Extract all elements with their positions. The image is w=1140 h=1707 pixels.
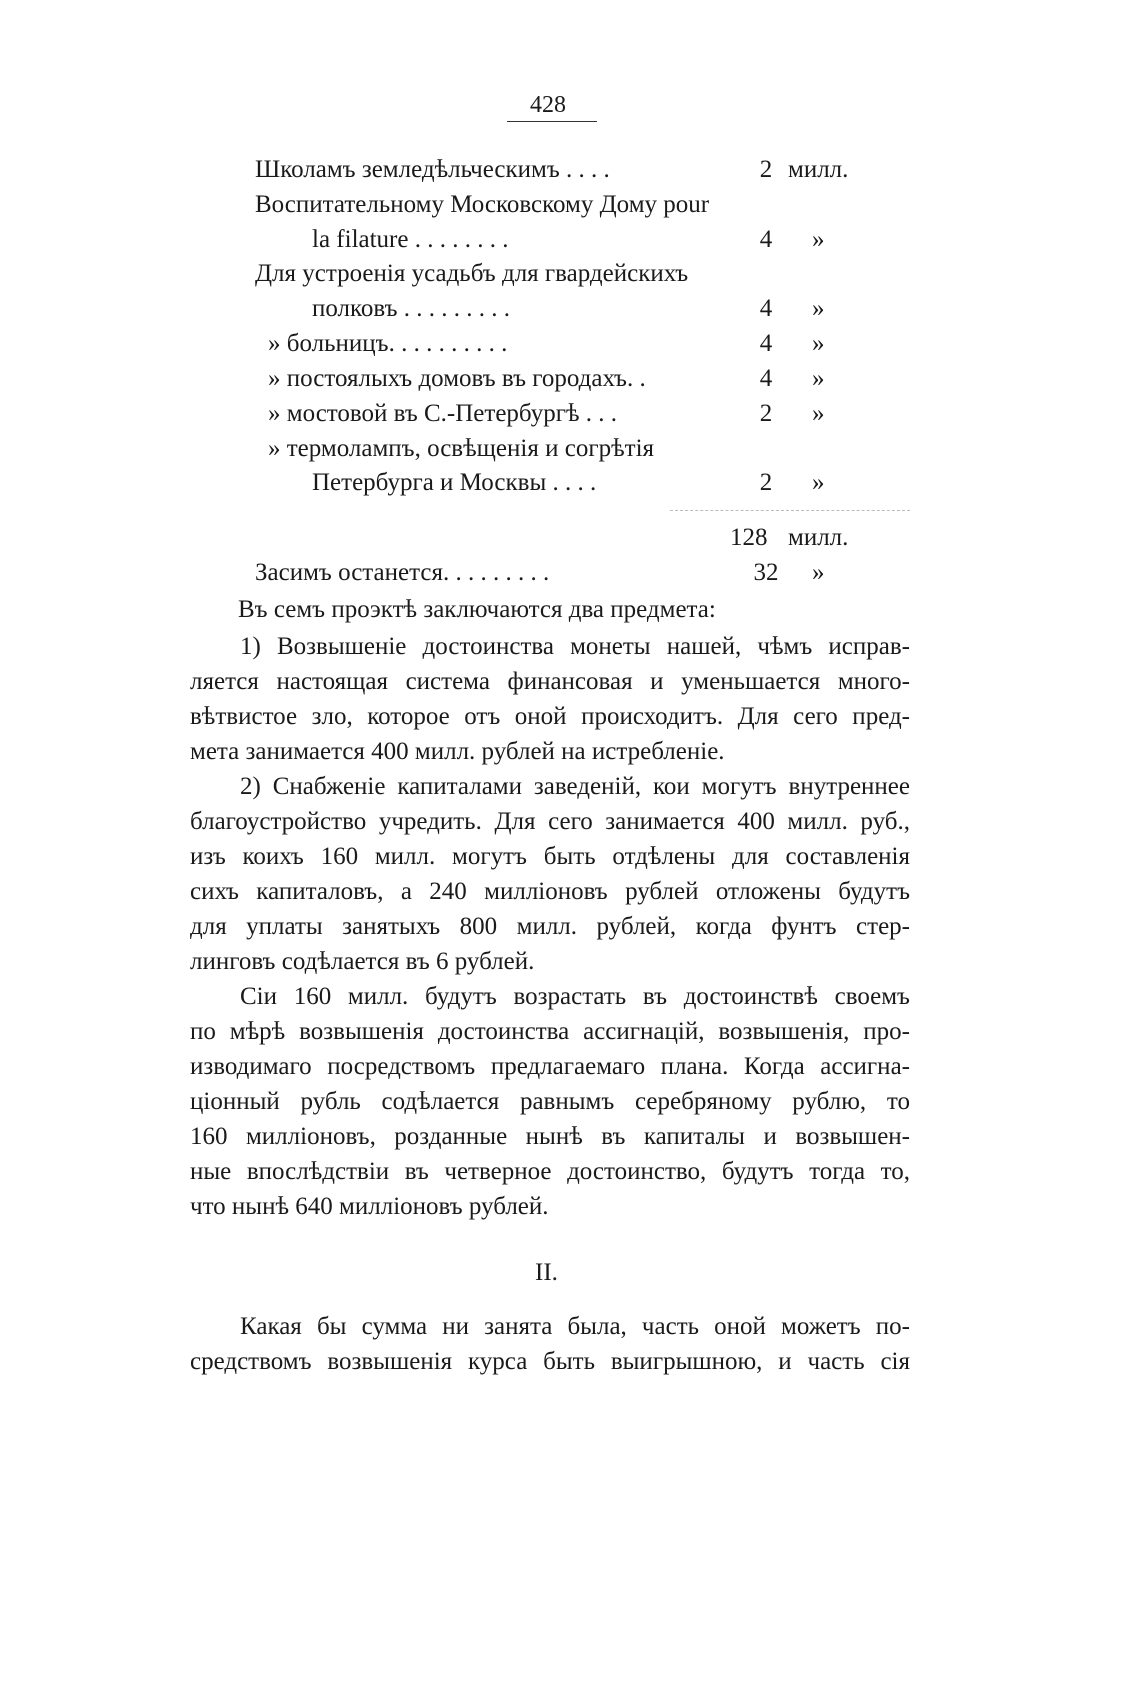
table-row-amount: 4 bbox=[759, 365, 773, 392]
remainder-amount: 32 bbox=[753, 559, 779, 586]
para1-line: мета занимается 400 милл. рублей на истребленіе. bbox=[190, 738, 725, 765]
para3-line: изводимаго посредствомъ предлагаемаго плана. Когда ассигна- bbox=[190, 1053, 910, 1080]
table-row-label: Петербурга и Москвы . . . . bbox=[312, 469, 597, 496]
table-row-amount: 2 bbox=[759, 156, 773, 183]
total-amount: 128 bbox=[730, 524, 768, 551]
para3-line: 160 милліоновъ, розданные нынѣ въ капиталы и возвышен- bbox=[190, 1123, 910, 1150]
table-row-label: » постоялыхъ домовъ въ городахъ. . bbox=[268, 365, 646, 392]
table-row-amount: 2 bbox=[759, 400, 773, 427]
para2-line: изъ коихъ 160 милл. могутъ быть отдѣлены для составленія bbox=[190, 843, 910, 870]
para2-line: линговъ содѣлается въ 6 рублей. bbox=[190, 948, 535, 975]
header-rule bbox=[507, 121, 597, 122]
table-row-amount: 2 bbox=[759, 469, 773, 496]
para3-line: Сіи 160 милл. будутъ возрастать въ достоинствѣ своемъ bbox=[240, 983, 910, 1010]
para3-line: что нынѣ 640 милліоновъ рублей. bbox=[190, 1193, 549, 1220]
para1-line: ляется настоящая система финансовая и уменьшается много- bbox=[190, 668, 910, 695]
para2-line: для уплаты занятыхъ 800 милл. рублей, когда фунтъ стер- bbox=[190, 913, 910, 940]
table-row-label: » мостовой въ С.-Петербургѣ . . . bbox=[268, 400, 618, 427]
table-row-unit: » bbox=[812, 400, 825, 427]
total-unit: милл. bbox=[788, 524, 849, 551]
table-row-label: Для устроенія усадьбъ для гвардейскихъ bbox=[255, 260, 689, 287]
table-row-unit: » bbox=[812, 330, 825, 357]
para2-line: сихъ капиталовъ, а 240 милліоновъ рублей отложены будутъ bbox=[190, 878, 910, 905]
table-row-unit: » bbox=[812, 295, 825, 322]
remainder-unit: » bbox=[812, 559, 825, 586]
para1-line: вѣтвистое зло, которое отъ оной происходитъ. Для сего пред- bbox=[190, 703, 910, 730]
para1-line: 1) Возвышеніе достоинства монеты нашей, чѣмъ исправ- bbox=[240, 633, 910, 660]
table-row-amount: 4 bbox=[759, 295, 773, 322]
table-row-unit: » bbox=[812, 365, 825, 392]
sum-separator bbox=[670, 510, 910, 511]
remainder-label: Засимъ останется. . . . . . . . . bbox=[255, 559, 550, 586]
table-row-label: la filature . . . . . . . . bbox=[312, 226, 509, 253]
table-row-label: Воспитательному Московскому Дому pour bbox=[255, 191, 710, 218]
page-number: 428 bbox=[530, 92, 566, 118]
intro-line: Въ семъ проэктѣ заключаются два предмета: bbox=[238, 596, 716, 623]
para4-line: Какая бы сумма ни занята была, часть оной можетъ по- bbox=[240, 1313, 910, 1340]
table-row-label: полковъ . . . . . . . . . bbox=[312, 295, 511, 322]
table-row-unit: » bbox=[812, 226, 825, 253]
table-row-amount: 4 bbox=[759, 330, 773, 357]
para3-line: ные впослѣдствіи въ четверное достоинство, будутъ тогда то, bbox=[190, 1158, 910, 1185]
table-row-amount: 4 bbox=[759, 226, 773, 253]
para3-line: по мѣрѣ возвышенія достоинства ассигнацій, возвышенія, про- bbox=[190, 1018, 910, 1045]
table-row-label: Школамъ земледѣльческимъ . . . . bbox=[255, 156, 610, 183]
para2-line: благоустройство учредить. Для сего занимается 400 милл. руб., bbox=[190, 808, 910, 835]
table-row-unit: » bbox=[812, 469, 825, 496]
para4-line: средствомъ возвышенія курса быть выигрышною, и часть сія bbox=[190, 1348, 910, 1375]
table-row-label: » термолампъ, освѣщенія и согрѣтія bbox=[268, 435, 655, 462]
table-row-label: » больницъ. . . . . . . . . . bbox=[268, 330, 508, 357]
section-heading: II. bbox=[535, 1259, 558, 1286]
para3-line: ціонный рубль содѣлается равнымъ серебряному рублю, то bbox=[190, 1088, 910, 1115]
para2-line: 2) Снабженіе капиталами заведеній, кои могутъ внутреннее bbox=[240, 773, 910, 800]
table-row-unit: милл. bbox=[788, 156, 849, 183]
